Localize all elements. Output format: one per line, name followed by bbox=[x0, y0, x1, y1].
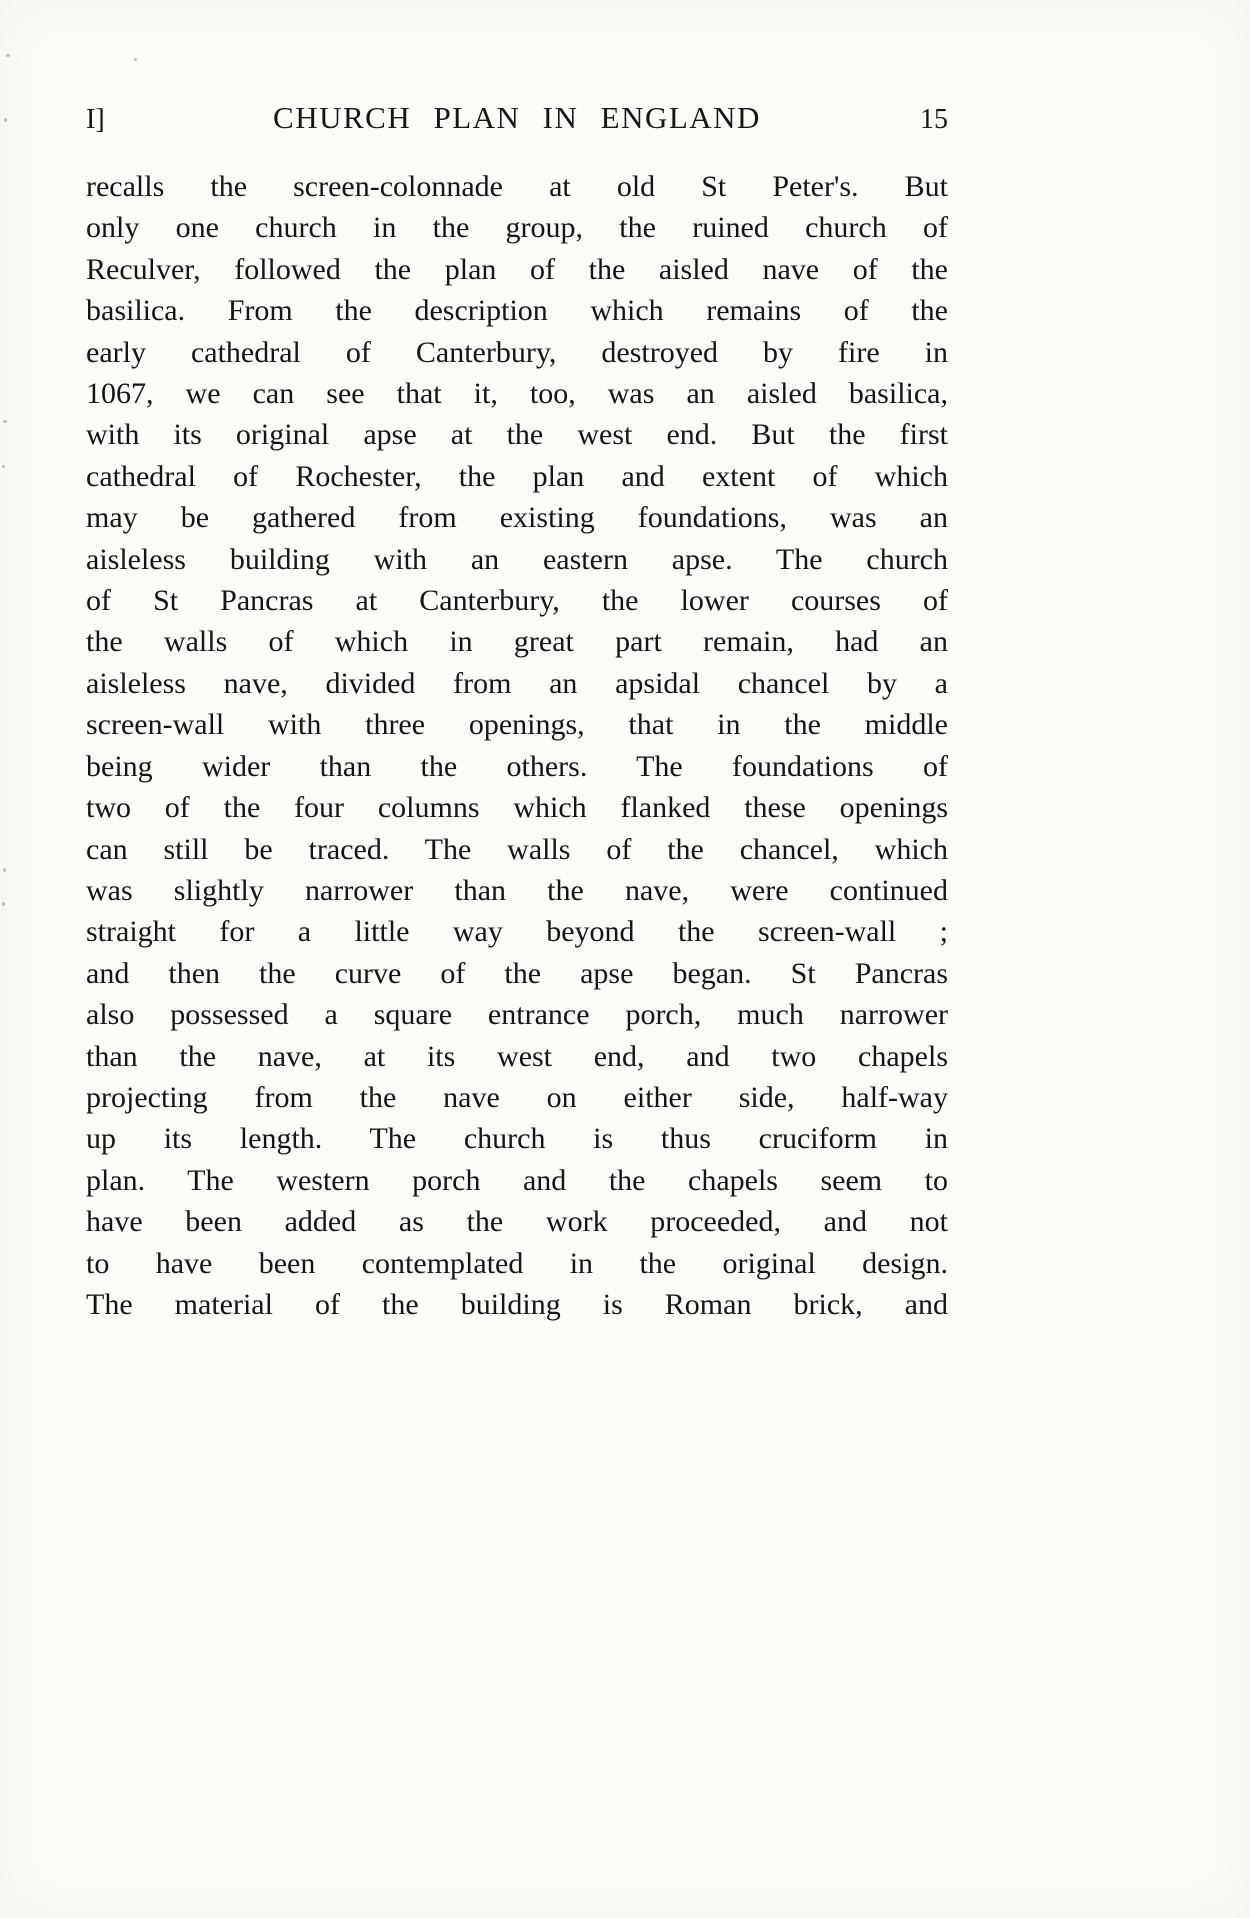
text-line: 1067, we can see that it, too, was an aisled basilica, bbox=[86, 377, 948, 411]
text-line: have been added as the work proceeded, and not bbox=[86, 1205, 948, 1239]
text-line: The material of the building is Roman brick, and bbox=[86, 1287, 948, 1321]
scan-speck bbox=[2, 465, 5, 468]
text-line: and then the curve of the apse began. St Pancras bbox=[86, 956, 948, 990]
text-line: being wider than the others. The foundations of bbox=[86, 749, 948, 783]
scan-speck bbox=[4, 118, 7, 122]
text-line: cathedral of Rochester, the plan and extent of which bbox=[86, 459, 948, 493]
text-line: plan. The western porch and the chapels seem to bbox=[86, 1163, 948, 1197]
text-line: to have been contemplated in the original design. bbox=[86, 1246, 948, 1280]
text-line: projecting from the nave on either side, half-way bbox=[86, 1080, 948, 1114]
text-line: of St Pancras at Canterbury, the lower courses of bbox=[86, 584, 948, 618]
text-line: was slightly narrower than the nave, were continued bbox=[86, 873, 948, 907]
text-line: Reculver, followed the plan of the aisled nave of the bbox=[86, 252, 948, 286]
text-line: straight for a little way beyond the screen-wall ; bbox=[86, 915, 948, 949]
text-line: the walls of which in great part remain, had an bbox=[86, 625, 948, 659]
text-line: up its length. The church is thus cruciform in bbox=[86, 1122, 948, 1156]
text-line: than the nave, at its west end, and two chapels bbox=[86, 1039, 948, 1073]
text-line: with its original apse at the west end. But the first bbox=[86, 418, 948, 452]
scan-speck bbox=[3, 868, 6, 872]
text-line: early cathedral of Canterbury, destroyed by fire in bbox=[86, 335, 948, 369]
text-line: screen-wall with three openings, that in the middle bbox=[86, 708, 948, 742]
text-line: aisleless building with an eastern apse. The church bbox=[86, 542, 948, 576]
scan-speck bbox=[134, 58, 137, 61]
text-line: only one church in the group, the ruined church of bbox=[86, 211, 948, 245]
body-text bbox=[86, 166, 948, 1325]
page-header bbox=[86, 100, 948, 136]
text-line: also possessed a square entrance porch, much narrower bbox=[86, 998, 948, 1032]
scan-speck bbox=[2, 902, 5, 906]
chapter-signature: I] bbox=[86, 104, 105, 135]
text-line: aisleless nave, divided from an apsidal chancel by a bbox=[86, 666, 948, 700]
page-number: 15 bbox=[920, 104, 948, 135]
text-line: may be gathered from existing foundations, was an bbox=[86, 501, 948, 535]
scan-speck bbox=[3, 420, 7, 423]
text-line: two of the four columns which flanked these openings bbox=[86, 791, 948, 825]
text-line: basilica. From the description which remains of the bbox=[86, 294, 948, 328]
text-line: can still be traced. The walls of the chancel, which bbox=[86, 832, 948, 866]
text-line: recalls the screen-colonnade at old St Peter's. But bbox=[86, 170, 948, 203]
running-title: CHURCH PLAN IN ENGLAND bbox=[273, 100, 761, 135]
scan-speck bbox=[6, 54, 10, 57]
